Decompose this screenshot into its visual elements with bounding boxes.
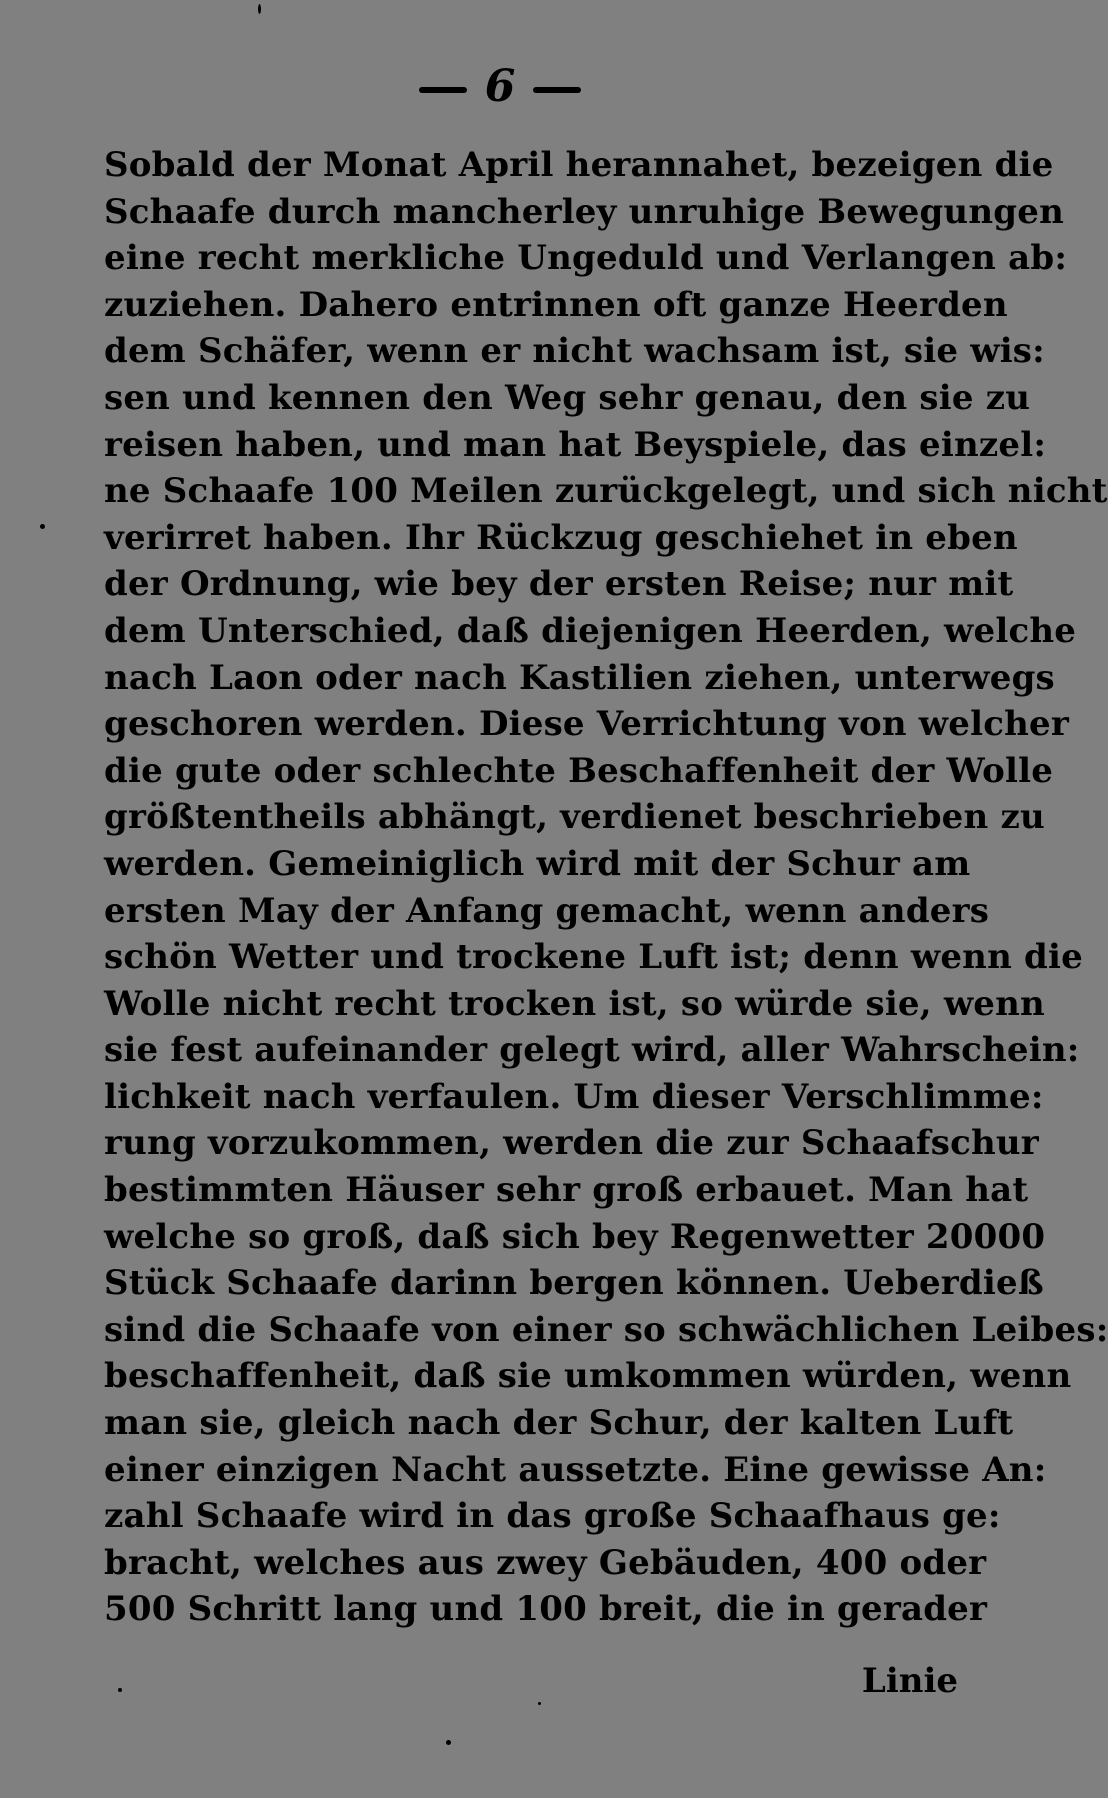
print-speck: [538, 1702, 541, 1705]
text-line: bracht, welches aus zwey Gebäuden, 400 oder: [104, 1542, 987, 1583]
catchword: Linie: [861, 1661, 958, 1701]
text-line: ersten May der Anfang gemacht, wenn anders: [104, 890, 990, 931]
print-speck: [40, 524, 45, 529]
text-line: rung vorzukommen, werden die zur Schaafschur: [104, 1123, 1039, 1164]
text-line: Wolle nicht recht trocken ist, so würde sie, wenn: [104, 983, 1045, 1024]
print-speck: [118, 1688, 122, 1692]
text-line: welche so groß, daß sich bey Regenwetter 20000: [104, 1216, 1046, 1257]
text-line: lichkeit nach verfaulen. Um dieser Verschlimme:: [104, 1076, 1044, 1117]
text-line: werden. Gemeiniglich wird mit der Schur am: [104, 843, 971, 884]
text-line: einer einzigen Nacht aussetzte. Eine gewisse An:: [104, 1449, 1047, 1490]
print-speck: [446, 1740, 451, 1745]
print-speck: [258, 4, 261, 14]
text-line: bestimmten Häuser sehr groß erbauet. Man hat: [104, 1170, 1029, 1211]
text-line: der Ordnung, wie bey der ersten Reise; nur mit: [104, 564, 1014, 605]
text-line: schön Wetter und trockene Luft ist; denn wenn die: [104, 937, 1083, 978]
text-line: Schaafe durch mancherley unruhige Bewegungen: [104, 191, 1064, 232]
header-dash-left: [419, 87, 467, 93]
text-line: eine recht merkliche Ungeduld und Verlangen ab:: [104, 238, 1068, 279]
text-line: sie fest aufeinander gelegt wird, aller Wahrschein:: [104, 1030, 1080, 1071]
text-line: größtentheils abhängt, verdienet beschrieben zu: [104, 797, 1045, 838]
text-line: dem Unterschied, daß diejenigen Heerden, welche: [104, 610, 1077, 651]
body-text: [104, 142, 1108, 1633]
text-line: nach Laon oder nach Kastilien ziehen, unterwegs: [104, 657, 1055, 698]
text-line: ne Schaafe 100 Meilen zurückgelegt, und sich nicht: [104, 471, 1108, 512]
page-header: [0, 62, 1000, 112]
text-line: reisen haben, und man hat Beyspiele, das einzel:: [104, 424, 1047, 465]
text-line: man sie, gleich nach der Schur, der kalten Luft: [104, 1403, 1014, 1444]
text-line: 500 Schritt lang und 100 breit, die in gerader: [104, 1589, 988, 1630]
text-line: geschoren werden. Diese Verrichtung von welcher: [104, 704, 1069, 745]
text-line: verirret haben. Ihr Rückzug geschiehet in eben: [104, 517, 1018, 558]
text-line: dem Schäfer, wenn er nicht wachsam ist, sie wis:: [104, 331, 1045, 372]
text-line: Stück Schaafe darinn bergen können. Ueberdieß: [104, 1263, 1044, 1304]
header-dash-right: [533, 87, 581, 93]
page-number: 6: [484, 61, 516, 112]
text-line: zahl Schaafe wird in das große Schaafhaus ge:: [104, 1496, 1001, 1537]
text-line: sen und kennen den Weg sehr genau, den sie zu: [104, 377, 1031, 418]
text-line: sind die Schaafe von einer so schwächlichen Leibes:: [104, 1309, 1108, 1350]
text-line: zuziehen. Dahero entrinnen oft ganze Heerden: [104, 284, 1008, 325]
text-line: beschaffenheit, daß sie umkommen würden, wenn: [104, 1356, 1072, 1397]
text-line: die gute oder schlechte Beschaffenheit der Wolle: [104, 750, 1054, 791]
text-line: Sobald der Monat April herannahet, bezeigen die: [104, 145, 1054, 185]
